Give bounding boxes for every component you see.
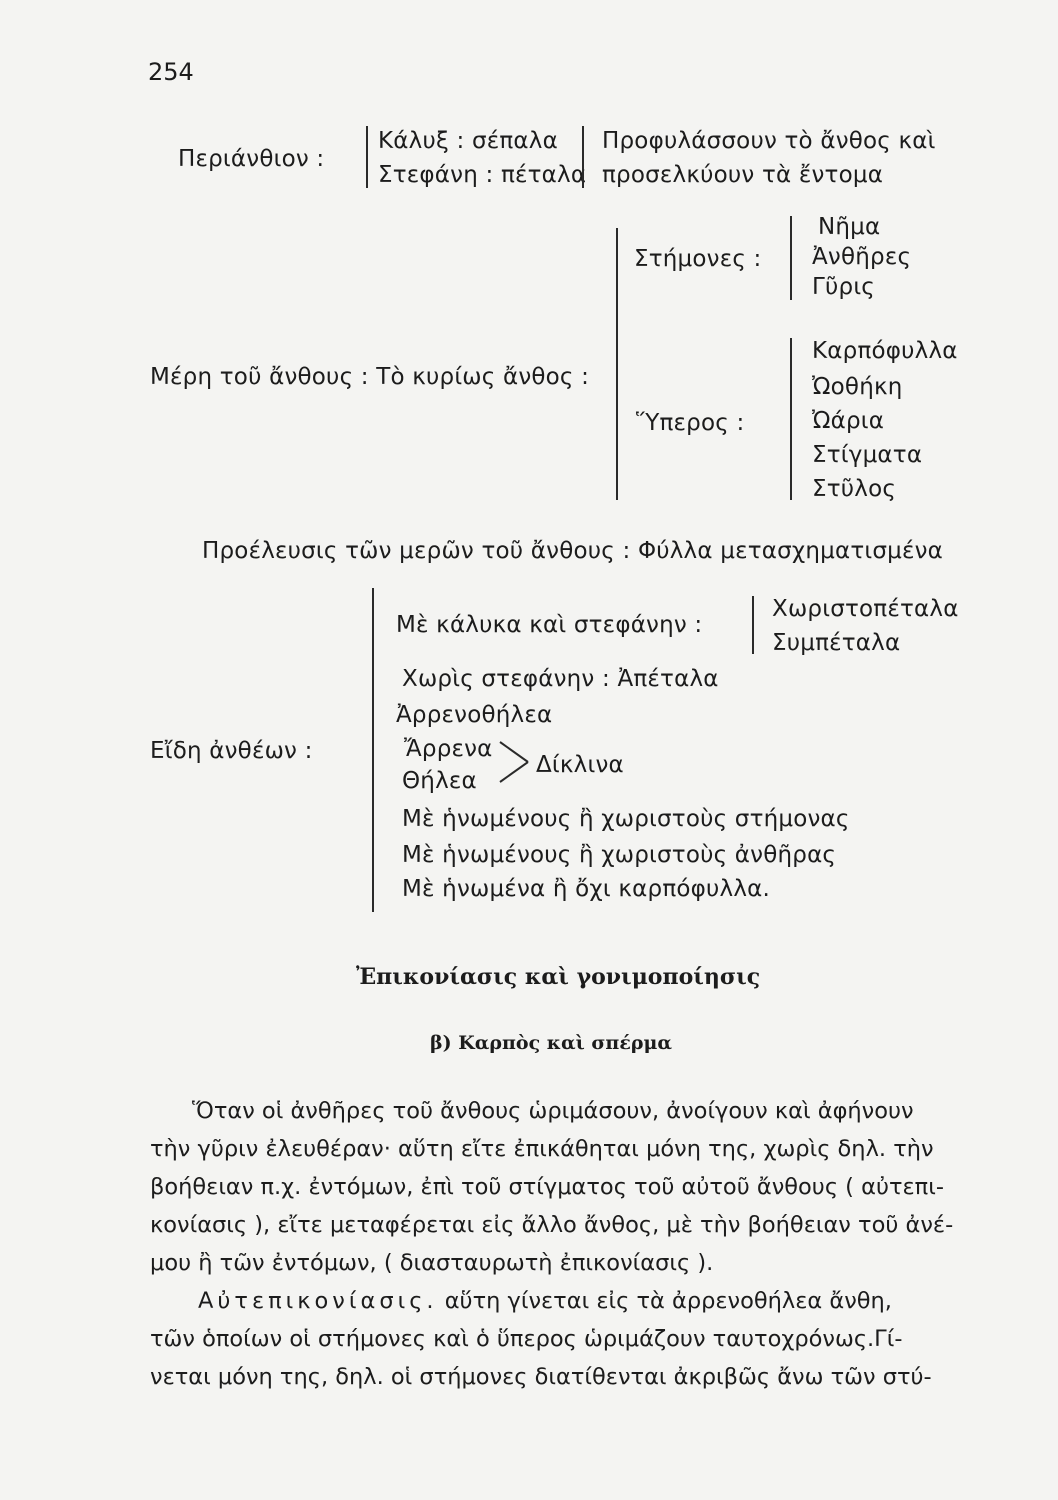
pistil-item-ovules: Ὠάρια <box>812 408 885 434</box>
pistil-label: Ὕπερος : <box>636 410 745 436</box>
perianth-brace <box>366 126 368 188</box>
self-pollination-line1: αὕτη γίνεται εἰς τὰ ἀρρενοθήλεα ἄνθη, <box>444 1288 892 1314</box>
with-calyx-polypetalous: Χωριστοπέταλα <box>772 596 959 622</box>
paragraph-line: βοήθειαν π.χ. ἐντόμων, ἐπὶ τοῦ στίγματος τοῦ αὐτοῦ ἄνθους ( αὐτεπι- <box>150 1174 944 1200</box>
flower-parts-label: Μέρη τοῦ ἄνθους : Τὸ κυρίως ἄνθος : <box>150 364 590 390</box>
pistil-item-ovary: Ὠοθήκη <box>812 374 903 400</box>
flower-types-with-calyx: Μὲ κάλυκα καὶ στεφάνην : <box>396 612 703 638</box>
flower-types-anthers-united: Μὲ ἡνωμένους ἢ χωριστοὺς ἀνθῆρας <box>402 842 837 868</box>
flower-types-dioecious: Δίκλινα <box>536 752 624 778</box>
self-pollination-term: Αὐτεπικονίασις. <box>198 1288 438 1314</box>
stamens-label: Στήμονες : <box>634 246 762 272</box>
flower-types-brace <box>372 588 374 912</box>
paragraph-pollination <box>150 1092 982 1282</box>
origin-line: Προέλευσις τῶν μερῶν τοῦ ἄνθους : Φύλλα μετασχηματισμένα <box>202 538 944 564</box>
with-calyx-brace <box>752 596 754 654</box>
flower-types-hermaphrodite: Ἀρρενοθήλεα <box>396 702 553 728</box>
perianth-corolla: Στεφάνη : πέταλα <box>378 162 587 188</box>
paragraph-line: κονίασις ), εἴτε μεταφέρεται εἰς ἄλλο ἄνθος, μὲ τὴν βοήθειαν τοῦ ἀνέ- <box>150 1212 954 1238</box>
page-number: 254 <box>148 58 194 86</box>
paragraph-line: τῶν ὁποίων οἱ στήμονες καὶ ὁ ὕπερος ὡριμάζουν ταυτοχρόνως.Γί- <box>150 1326 903 1352</box>
flower-types-male: Ἄρρενα <box>404 736 493 762</box>
flower-types-label: Εἴδη ἀνθέων : <box>150 738 313 764</box>
flower-types-female: Θήλεα <box>402 768 477 794</box>
paragraph-line: μου ἢ τῶν ἐντόμων, ( διασταυρωτὴ ἐπικονίασις ). <box>150 1250 714 1276</box>
section-heading: Ἐπικονίασις καὶ γονιμοποίησις <box>356 964 761 990</box>
perianth-function-line1: Προφυλάσσουν τὸ ἄνθος καὶ <box>602 128 936 154</box>
with-calyx-sympetalous: Συμπέταλα <box>772 630 901 656</box>
stamens-item-filament: Νῆμα <box>818 214 881 240</box>
perianth-label: Περιάνθιον : <box>178 146 325 172</box>
stamens-item-pollen: Γῦρις <box>812 274 876 300</box>
paragraph-line: νεται μόνη της, δηλ. οἱ στήμονες διατίθενται ἀκριβῶς ἄνω τῶν στύ- <box>150 1364 932 1390</box>
flower-types-without-corolla: Χωρὶς στεφάνην : Ἀπέταλα <box>402 666 719 692</box>
stamens-brace <box>790 216 792 300</box>
flower-types-carpels-united: Μὲ ἡνωμένα ἢ ὄχι καρπόφυλλα. <box>402 876 771 902</box>
flower-types-stamens-united: Μὲ ἡνωμένους ἢ χωριστοὺς στήμονας <box>402 806 850 832</box>
perianth-function-line2: προσελκύουν τὰ ἔντομα <box>602 162 884 188</box>
pistil-brace <box>790 338 792 500</box>
perianth-function-brace <box>582 126 584 188</box>
flower-parts-brace <box>616 228 618 500</box>
subsection-heading: β) Καρπὸς καὶ σπέρμα <box>430 1032 673 1054</box>
pistil-item-stigma: Στίγματα <box>812 442 923 468</box>
stamens-item-anthers: Ἀνθῆρες <box>812 244 912 270</box>
paragraph-self-pollination <box>150 1282 982 1396</box>
pistil-item-style: Στῦλος <box>812 476 897 502</box>
paragraph-line: τὴν γῦριν ἐλευθέραν· αὕτη εἴτε ἐπικάθηται μόνη της, χωρὶς δηλ. τὴν <box>150 1136 934 1162</box>
paragraph-line <box>150 1282 982 1320</box>
pistil-item-carpels: Καρπόφυλλα <box>812 338 958 364</box>
perianth-calyx: Κάλυξ : σέπαλα <box>378 128 558 154</box>
paragraph-line: Ὅταν οἱ ἀνθῆρες τοῦ ἄνθους ὡριμάσουν, ἀνοίγουν καὶ ἀφήνουν <box>192 1098 914 1124</box>
